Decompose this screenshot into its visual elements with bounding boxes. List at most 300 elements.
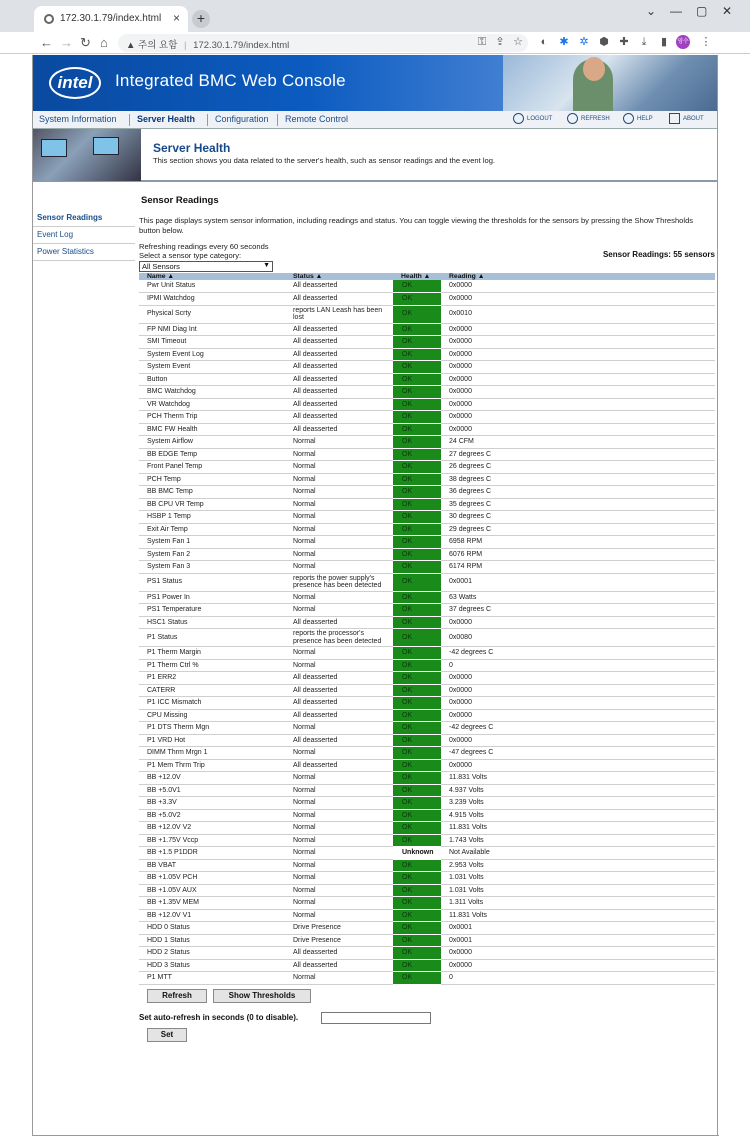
sensor-reading-cell: 0x0000 bbox=[441, 411, 715, 424]
table-row bbox=[139, 734, 715, 747]
sensor-status-cell: All deasserted bbox=[285, 323, 393, 336]
sensor-health-cell: OK bbox=[393, 947, 441, 960]
sidebar-item-sensor-readings[interactable]: Sensor Readings bbox=[33, 210, 135, 227]
sensor-reading-cell: 29 degrees C bbox=[441, 523, 715, 536]
column-header-reading[interactable]: Reading ▲ bbox=[441, 273, 715, 280]
sensor-name-cell: P1 MTT bbox=[139, 972, 285, 985]
table-row bbox=[139, 448, 715, 461]
sidepanel-icon[interactable]: ▮ bbox=[660, 36, 668, 48]
content-description: This page displays system sensor information, including readings and status. You can toggle viewing the thresholds for the sensors by pressing the Show Thresholds button below. bbox=[139, 216, 694, 235]
nav-separator bbox=[129, 114, 130, 126]
sensor-name-cell: System Fan 3 bbox=[139, 561, 285, 574]
sensor-reading-cell: 0x0000 bbox=[441, 348, 715, 361]
sensor-name-cell: System Event Log bbox=[139, 348, 285, 361]
new-tab-button[interactable]: + bbox=[192, 10, 210, 28]
sensor-reading-cell: 0x0010 bbox=[441, 305, 715, 323]
sensor-health-cell: OK bbox=[393, 591, 441, 604]
table-row bbox=[139, 548, 715, 561]
sensor-health-cell: OK bbox=[393, 809, 441, 822]
tab-server-health[interactable]: Server Health bbox=[137, 114, 196, 124]
sensor-status-cell: All deasserted bbox=[285, 734, 393, 747]
sensor-health-cell: OK bbox=[393, 709, 441, 722]
set-button[interactable]: Set bbox=[147, 1028, 187, 1042]
sensor-status-cell: Normal bbox=[285, 498, 393, 511]
table-row bbox=[139, 947, 715, 960]
sensor-health-cell: OK bbox=[393, 423, 441, 436]
intel-logo: intel bbox=[49, 67, 101, 99]
sensor-name-cell: BB +1.75V Vccp bbox=[139, 834, 285, 847]
tab-configuration[interactable]: Configuration bbox=[215, 114, 269, 124]
browser-tab[interactable] bbox=[34, 6, 188, 32]
table-row bbox=[139, 697, 715, 710]
sensor-health-cell: OK bbox=[393, 498, 441, 511]
sensor-status-cell: Normal bbox=[285, 909, 393, 922]
security-label: 주의 요함 bbox=[138, 40, 178, 51]
content-heading: Sensor Readings bbox=[141, 195, 219, 206]
table-row bbox=[139, 709, 715, 722]
about-icon bbox=[669, 113, 680, 124]
sensor-status-cell: Normal bbox=[285, 834, 393, 847]
table-row bbox=[139, 536, 715, 549]
monitor-image bbox=[41, 139, 67, 157]
puzzle-icon[interactable]: ✚ bbox=[619, 36, 629, 48]
sensor-status-cell: Normal bbox=[285, 523, 393, 536]
table-row bbox=[139, 305, 715, 323]
monitor-image bbox=[93, 137, 119, 155]
reload-icon[interactable]: ↻ bbox=[80, 35, 91, 50]
sensor-status-cell: Normal bbox=[285, 511, 393, 524]
sensor-name-cell: SMI Timeout bbox=[139, 336, 285, 349]
sensor-type-value: All Sensors bbox=[142, 262, 180, 271]
nav-separator bbox=[207, 114, 208, 126]
url-text: 172.30.1.79/index.html bbox=[193, 40, 290, 51]
sensor-health-cell: OK bbox=[393, 734, 441, 747]
sensor-reading-cell: -42 degrees C bbox=[441, 722, 715, 735]
sensor-name-cell: HSBP 1 Temp bbox=[139, 511, 285, 524]
key-icon[interactable]: ⚿ bbox=[477, 36, 487, 48]
sensor-status-cell: All deasserted bbox=[285, 759, 393, 772]
sensor-table bbox=[139, 273, 715, 985]
table-row bbox=[139, 373, 715, 386]
chevron-down-icon[interactable]: ⌄ bbox=[646, 4, 657, 18]
sensor-name-cell: System Event bbox=[139, 361, 285, 374]
minimize-icon[interactable]: — bbox=[670, 4, 682, 18]
sensor-status-cell: Normal bbox=[285, 659, 393, 672]
sensor-reading-cell: 0x0000 bbox=[441, 709, 715, 722]
column-header-status[interactable]: Status ▲ bbox=[285, 273, 393, 280]
sensor-health-cell: OK bbox=[393, 909, 441, 922]
sensor-health-cell: OK bbox=[393, 747, 441, 760]
sensor-health-cell: OK bbox=[393, 616, 441, 629]
maximize-icon[interactable]: ▢ bbox=[696, 4, 708, 18]
sensor-health-cell: OK bbox=[393, 573, 441, 591]
power-icon bbox=[513, 113, 524, 124]
auto-refresh-label: Set auto-refresh in seconds (0 to disable). bbox=[139, 1013, 299, 1022]
sensor-name-cell: BMC FW Health bbox=[139, 423, 285, 436]
sensor-reading-cell: 63 Watts bbox=[441, 591, 715, 604]
table-row bbox=[139, 797, 715, 810]
section-header bbox=[33, 129, 717, 182]
table-row bbox=[139, 323, 715, 336]
sensor-name-cell: HDD 3 Status bbox=[139, 959, 285, 972]
sensor-status-cell: All deasserted bbox=[285, 398, 393, 411]
sensor-reading-cell: 0 bbox=[441, 972, 715, 985]
sensor-health-cell: OK bbox=[393, 548, 441, 561]
page-frame bbox=[32, 55, 718, 1136]
sensor-reading-cell: 0x0000 bbox=[441, 947, 715, 960]
sensor-name-cell: BB +12.0V V2 bbox=[139, 822, 285, 835]
sensor-name-cell: System Fan 1 bbox=[139, 536, 285, 549]
table-row bbox=[139, 616, 715, 629]
sensor-reading-cell: 1.743 Volts bbox=[441, 834, 715, 847]
sensor-name-cell: Front Panel Temp bbox=[139, 461, 285, 474]
sensor-type-select[interactable] bbox=[139, 261, 273, 272]
sensor-reading-cell: 0x0000 bbox=[441, 697, 715, 710]
sensor-name-cell: P1 ICC Mismatch bbox=[139, 697, 285, 710]
table-row bbox=[139, 336, 715, 349]
about-button[interactable]: ABOUT bbox=[669, 113, 704, 124]
table-row bbox=[139, 772, 715, 785]
table-row bbox=[139, 909, 715, 922]
sensor-status-cell: All deasserted bbox=[285, 373, 393, 386]
sensor-reading-cell: 0 bbox=[441, 659, 715, 672]
sensor-reading-cell: -47 degrees C bbox=[441, 747, 715, 760]
table-row bbox=[139, 511, 715, 524]
sensor-health-cell: OK bbox=[393, 859, 441, 872]
sensor-status-cell: Normal bbox=[285, 436, 393, 449]
sensor-name-cell: BB +12.0V V1 bbox=[139, 909, 285, 922]
sensor-status-cell: Normal bbox=[285, 859, 393, 872]
banner bbox=[33, 55, 717, 111]
sensor-name-cell: P1 DTS Therm Mgn bbox=[139, 722, 285, 735]
sensor-health-cell: OK bbox=[393, 536, 441, 549]
table-row bbox=[139, 822, 715, 835]
sensor-reading-cell: 0x0001 bbox=[441, 922, 715, 935]
url-input[interactable] bbox=[118, 34, 528, 52]
sensor-name-cell: P1 Therm Ctrl % bbox=[139, 659, 285, 672]
table-row bbox=[139, 411, 715, 424]
sensor-health-cell: OK bbox=[393, 305, 441, 323]
sensor-status-cell: All deasserted bbox=[285, 684, 393, 697]
sensor-status-cell: All deasserted bbox=[285, 616, 393, 629]
sensor-health-cell: OK bbox=[393, 659, 441, 672]
close-icon[interactable]: × bbox=[172, 11, 180, 25]
sensor-reading-cell: 0x0000 bbox=[441, 323, 715, 336]
extension-icon-2[interactable]: ✱ bbox=[559, 36, 569, 48]
column-header-name[interactable]: Name ▲ bbox=[139, 273, 285, 280]
sensor-name-cell: System Fan 2 bbox=[139, 548, 285, 561]
table-row bbox=[139, 573, 715, 591]
sensor-reading-cell: 0x0001 bbox=[441, 934, 715, 947]
table-row bbox=[139, 604, 715, 617]
logout-button[interactable]: LOGOUT bbox=[513, 113, 552, 124]
refresh-icon bbox=[567, 113, 578, 124]
sensor-name-cell: BB +5.0V2 bbox=[139, 809, 285, 822]
refresh-interval-text: Refreshing readings every 60 seconds bbox=[139, 242, 269, 251]
sensor-name-cell: P1 Status bbox=[139, 629, 285, 647]
table-row bbox=[139, 897, 715, 910]
sensor-name-cell: BB EDGE Temp bbox=[139, 448, 285, 461]
table-row bbox=[139, 473, 715, 486]
sensor-status-cell: Normal bbox=[285, 897, 393, 910]
table-row bbox=[139, 280, 715, 293]
sensor-health-cell: OK bbox=[393, 684, 441, 697]
sensor-name-cell: Pwr Unit Status bbox=[139, 280, 285, 293]
sensor-reading-cell: 35 degrees C bbox=[441, 498, 715, 511]
page-title: Server Health bbox=[153, 141, 231, 155]
sensor-reading-cell: 26 degrees C bbox=[441, 461, 715, 474]
sensor-health-cell: OK bbox=[393, 604, 441, 617]
table-row bbox=[139, 523, 715, 536]
sensor-name-cell: IPMI Watchdog bbox=[139, 293, 285, 306]
sensor-health-cell: OK bbox=[393, 386, 441, 399]
sensor-health-cell: OK bbox=[393, 797, 441, 810]
sensor-name-cell: BB +1.5 P1DDR bbox=[139, 847, 285, 860]
sensor-reading-cell: 11.831 Volts bbox=[441, 772, 715, 785]
sensor-health-cell: OK bbox=[393, 436, 441, 449]
sensor-name-cell: P1 Therm Margin bbox=[139, 647, 285, 660]
sensor-health-cell: OK bbox=[393, 348, 441, 361]
separator: | bbox=[184, 40, 187, 51]
tab-title: 172.30.1.79/index.html bbox=[60, 13, 162, 24]
star-icon[interactable]: ☆ bbox=[513, 36, 523, 48]
window-close-icon[interactable]: ✕ bbox=[722, 4, 733, 18]
main-nav bbox=[33, 111, 717, 129]
sensor-reading-cell: Not Available bbox=[441, 847, 715, 860]
sensor-name-cell: BB CPU VR Temp bbox=[139, 498, 285, 511]
table-row bbox=[139, 747, 715, 760]
sensor-reading-cell: 6076 RPM bbox=[441, 548, 715, 561]
sensor-health-cell: OK bbox=[393, 822, 441, 835]
column-header-health[interactable]: Health ▲ bbox=[393, 273, 441, 280]
sensor-name-cell: P1 VRD Hot bbox=[139, 734, 285, 747]
sensor-status-cell: Normal bbox=[285, 647, 393, 660]
sensor-status-cell: Normal bbox=[285, 473, 393, 486]
sensor-reading-cell: 11.831 Volts bbox=[441, 909, 715, 922]
sensor-reading-cell: 1.311 Volts bbox=[441, 897, 715, 910]
sensor-name-cell: HDD 2 Status bbox=[139, 947, 285, 960]
sensor-status-cell: reports the processor's presence has been detected bbox=[285, 629, 393, 647]
sensor-status-cell: All deasserted bbox=[285, 959, 393, 972]
sensor-status-cell: All deasserted bbox=[285, 336, 393, 349]
sensor-reading-cell: 6174 RPM bbox=[441, 561, 715, 574]
share-icon[interactable]: ⇪ bbox=[495, 36, 505, 48]
menu-icon[interactable]: ⋮ bbox=[700, 36, 712, 48]
sensor-name-cell: P1 Mem Thrm Trip bbox=[139, 759, 285, 772]
table-row bbox=[139, 423, 715, 436]
sensor-reading-cell: 0x0000 bbox=[441, 423, 715, 436]
sensor-reading-cell: 0x0000 bbox=[441, 373, 715, 386]
sensor-reading-cell: 0x0000 bbox=[441, 616, 715, 629]
sensor-name-cell: BB +1.35V MEM bbox=[139, 897, 285, 910]
download-icon[interactable]: ⤓ bbox=[641, 36, 647, 48]
sensor-name-cell: BB VBAT bbox=[139, 859, 285, 872]
sensor-health-cell: OK bbox=[393, 361, 441, 374]
profile-avatar[interactable]: 영수 bbox=[676, 35, 690, 49]
sensor-reading-cell: 38 degrees C bbox=[441, 473, 715, 486]
sensor-reading-cell: 0x0000 bbox=[441, 672, 715, 685]
table-row bbox=[139, 398, 715, 411]
sensor-name-cell: BB +5.0V1 bbox=[139, 784, 285, 797]
table-row bbox=[139, 872, 715, 885]
sensor-health-cell: OK bbox=[393, 511, 441, 524]
sensor-health-cell: OK bbox=[393, 561, 441, 574]
table-row bbox=[139, 922, 715, 935]
sensor-status-cell: Normal bbox=[285, 591, 393, 604]
sensor-reading-cell: -42 degrees C bbox=[441, 647, 715, 660]
sensor-status-cell: Normal bbox=[285, 448, 393, 461]
sensor-health-cell: OK bbox=[393, 629, 441, 647]
home-icon[interactable]: ⌂ bbox=[100, 35, 108, 50]
sensor-name-cell: BB +1.05V AUX bbox=[139, 884, 285, 897]
sensor-reading-cell: 0x0000 bbox=[441, 684, 715, 697]
sensor-name-cell: FP NMI Diag Int bbox=[139, 323, 285, 336]
sensor-status-cell: Normal bbox=[285, 486, 393, 499]
extension-icon-3[interactable]: ✲ bbox=[579, 36, 589, 48]
sensor-health-cell: OK bbox=[393, 473, 441, 486]
sensor-reading-cell: 6958 RPM bbox=[441, 536, 715, 549]
table-row bbox=[139, 461, 715, 474]
chevron-down-icon: ▼ bbox=[263, 262, 270, 269]
table-row bbox=[139, 847, 715, 860]
sensor-reading-cell: 0x0000 bbox=[441, 280, 715, 293]
refresh-button[interactable]: Refresh bbox=[147, 989, 207, 1003]
sidebar-item-event-log[interactable]: Event Log bbox=[33, 227, 135, 244]
table-row bbox=[139, 934, 715, 947]
page-subtitle: This section shows you data related to the server's health, such as sensor readings and the event log. bbox=[153, 156, 496, 165]
sensor-health-cell: Unknown bbox=[393, 847, 441, 860]
sensor-reading-cell: 36 degrees C bbox=[441, 486, 715, 499]
sensor-reading-cell: 0x0080 bbox=[441, 629, 715, 647]
extension-icon-1[interactable]: ◐ bbox=[540, 36, 548, 48]
tab-remote-control[interactable]: Remote Control bbox=[285, 114, 349, 124]
table-row bbox=[139, 361, 715, 374]
sensor-status-cell: All deasserted bbox=[285, 293, 393, 306]
sensor-status-cell: All deasserted bbox=[285, 386, 393, 399]
sensor-name-cell: BB +1.05V PCH bbox=[139, 872, 285, 885]
sensor-reading-cell: 3.239 Volts bbox=[441, 797, 715, 810]
table-row bbox=[139, 884, 715, 897]
banner-person-head bbox=[583, 57, 605, 81]
sensor-reading-cell: 27 degrees C bbox=[441, 448, 715, 461]
forward-icon[interactable]: → bbox=[60, 35, 73, 50]
sensor-status-cell: Normal bbox=[285, 561, 393, 574]
sensor-health-cell: OK bbox=[393, 834, 441, 847]
sensor-health-cell: OK bbox=[393, 336, 441, 349]
table-row bbox=[139, 672, 715, 685]
sensor-status-cell: Normal bbox=[285, 972, 393, 985]
extension-icon-4[interactable]: ⬢ bbox=[599, 36, 609, 48]
sensor-name-cell: P1 ERR2 bbox=[139, 672, 285, 685]
sensor-name-cell: HDD 1 Status bbox=[139, 934, 285, 947]
table-row bbox=[139, 759, 715, 772]
sensor-health-cell: OK bbox=[393, 486, 441, 499]
sensor-health-cell: OK bbox=[393, 972, 441, 985]
sensor-reading-cell: 0x0000 bbox=[441, 734, 715, 747]
sensor-status-cell: Normal bbox=[285, 548, 393, 561]
sensor-health-cell: OK bbox=[393, 872, 441, 885]
sensor-reading-cell: 0x0000 bbox=[441, 398, 715, 411]
sensor-status-cell: Normal bbox=[285, 847, 393, 860]
sensor-health-cell: OK bbox=[393, 373, 441, 386]
sensor-name-cell: CATERR bbox=[139, 684, 285, 697]
sensor-name-cell: PCH Temp bbox=[139, 473, 285, 486]
address-bar bbox=[0, 32, 750, 54]
sensor-status-cell: Normal bbox=[285, 872, 393, 885]
sensor-reading-cell: 0x0000 bbox=[441, 361, 715, 374]
table-row bbox=[139, 647, 715, 660]
sensor-status-cell: All deasserted bbox=[285, 709, 393, 722]
sensor-status-cell: All deasserted bbox=[285, 947, 393, 960]
sensor-name-cell: PS1 Temperature bbox=[139, 604, 285, 617]
sensor-health-cell: OK bbox=[393, 293, 441, 306]
sensor-status-cell: All deasserted bbox=[285, 348, 393, 361]
sensor-reading-cell: 0x0000 bbox=[441, 386, 715, 399]
show-thresholds-button[interactable]: Show Thresholds bbox=[213, 989, 311, 1003]
sensor-health-cell: OK bbox=[393, 884, 441, 897]
sensor-reading-cell: 0x0000 bbox=[441, 959, 715, 972]
sensor-status-cell: Normal bbox=[285, 809, 393, 822]
sensor-status-cell: Normal bbox=[285, 461, 393, 474]
refresh-tool-button[interactable]: REFRESH bbox=[567, 113, 610, 124]
sensor-name-cell: Exit Air Temp bbox=[139, 523, 285, 536]
back-icon[interactable]: ← bbox=[40, 35, 53, 50]
section-header-image bbox=[33, 129, 141, 181]
sensor-reading-cell: 0x0001 bbox=[441, 573, 715, 591]
sensor-status-cell: All deasserted bbox=[285, 672, 393, 685]
table-row bbox=[139, 684, 715, 697]
sensor-reading-cell: 1.031 Volts bbox=[441, 872, 715, 885]
table-row bbox=[139, 498, 715, 511]
sensor-health-cell: OK bbox=[393, 323, 441, 336]
sensor-reading-cell: 30 degrees C bbox=[441, 511, 715, 524]
tab-system-information[interactable]: System Information bbox=[39, 114, 117, 124]
sensor-reading-cell: 4.937 Volts bbox=[441, 784, 715, 797]
sensor-health-cell: OK bbox=[393, 398, 441, 411]
sensor-count: Sensor Readings: 55 sensors bbox=[602, 250, 715, 259]
sensor-reading-cell: 0x0000 bbox=[441, 336, 715, 349]
sensor-status-cell: All deasserted bbox=[285, 361, 393, 374]
table-row bbox=[139, 486, 715, 499]
table-row bbox=[139, 629, 715, 647]
sensor-health-cell: OK bbox=[393, 523, 441, 536]
sensor-health-cell: OK bbox=[393, 934, 441, 947]
sensor-health-cell: OK bbox=[393, 897, 441, 910]
auto-refresh-input[interactable] bbox=[321, 1012, 431, 1024]
sidebar-item-power-statistics[interactable]: Power Statistics bbox=[33, 244, 135, 261]
sensor-health-cell: OK bbox=[393, 784, 441, 797]
sensor-type-label: Select a sensor type category: bbox=[139, 251, 242, 260]
sensor-status-cell: Normal bbox=[285, 884, 393, 897]
sensor-name-cell: HDD 0 Status bbox=[139, 922, 285, 935]
table-row bbox=[139, 859, 715, 872]
sensor-health-cell: OK bbox=[393, 280, 441, 293]
sensor-health-cell: OK bbox=[393, 411, 441, 424]
sensor-name-cell: PS1 Power In bbox=[139, 591, 285, 604]
sensor-name-cell: DIMM Thrm Mrgn 1 bbox=[139, 747, 285, 760]
sensor-status-cell: All deasserted bbox=[285, 411, 393, 424]
sensor-status-cell: Normal bbox=[285, 797, 393, 810]
help-button[interactable]: HELP bbox=[623, 113, 653, 124]
sensor-status-cell: reports LAN Leash has been lost bbox=[285, 305, 393, 323]
table-row bbox=[139, 386, 715, 399]
sensor-reading-cell: 37 degrees C bbox=[441, 604, 715, 617]
globe-icon bbox=[44, 14, 54, 24]
table-row bbox=[139, 436, 715, 449]
table-row bbox=[139, 348, 715, 361]
sensor-status-cell: Drive Presence bbox=[285, 922, 393, 935]
table-row bbox=[139, 959, 715, 972]
